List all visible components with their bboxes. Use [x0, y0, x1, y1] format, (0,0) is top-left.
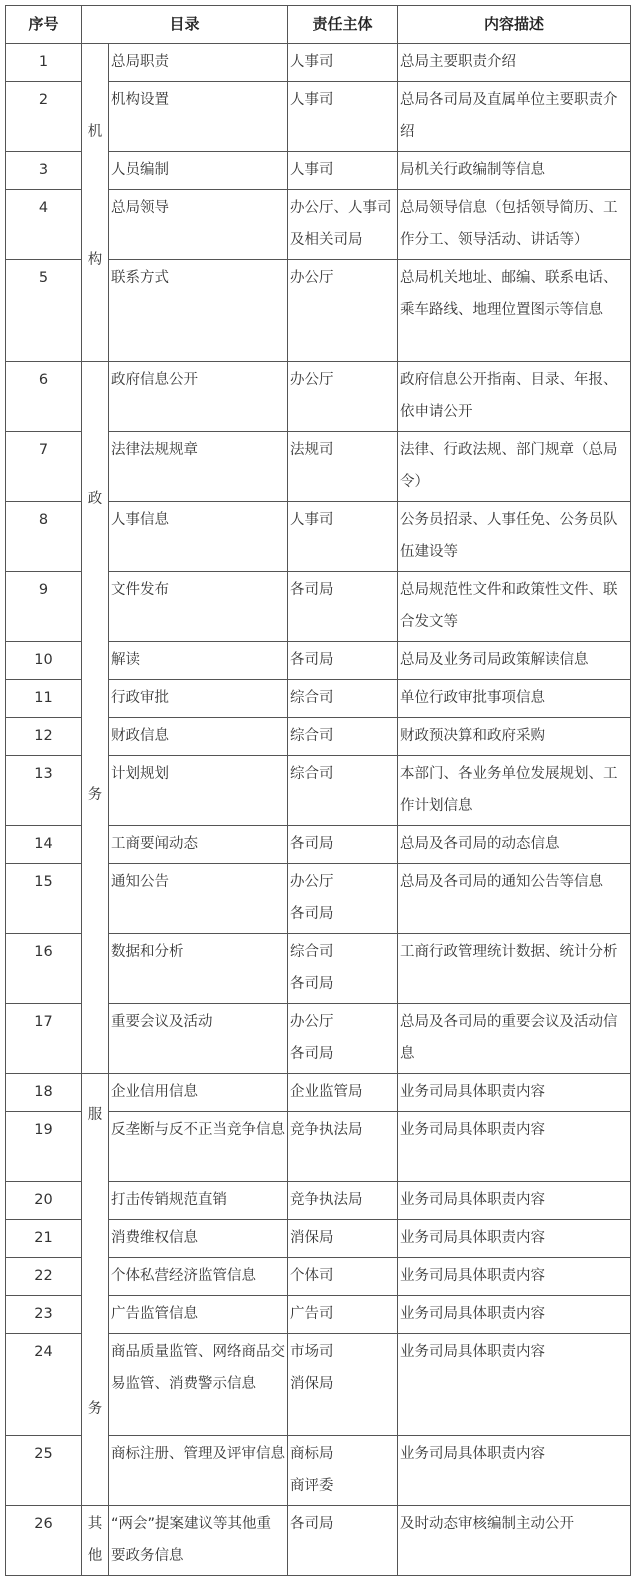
responsible-owner: 各司局 — [288, 1506, 398, 1576]
responsible-owner: 个体司 — [288, 1258, 398, 1296]
content-description: 总局主要职责介绍 — [398, 44, 631, 82]
table-header — [6, 6, 631, 44]
category-char: 政 — [87, 491, 103, 507]
row-number: 1 — [6, 44, 82, 82]
header-owner: 责任主体 — [288, 6, 398, 44]
catalog-item: 工商要闻动态 — [109, 826, 288, 864]
content-description: 业务司局具体职责内容 — [398, 1182, 631, 1220]
table-row — [6, 44, 631, 82]
catalog-item: 联系方式 — [109, 260, 288, 362]
row-number: 10 — [6, 642, 82, 680]
row-number: 16 — [6, 934, 82, 1004]
category-char: 务 — [87, 787, 103, 803]
category-cell — [82, 1074, 109, 1506]
header-catalog: 目录 — [82, 6, 288, 44]
responsible-owner: 办公厅 — [288, 260, 398, 362]
category-other: 其他 — [82, 1506, 109, 1576]
catalog-item: 行政审批 — [109, 680, 288, 718]
catalog-item: 计划规划 — [109, 756, 288, 826]
content-description: 总局各司局及直属单位主要职责介绍 — [398, 82, 631, 152]
responsible-owner: 人事司 — [288, 502, 398, 572]
row-number: 11 — [6, 680, 82, 718]
catalog-item: 解读 — [109, 642, 288, 680]
responsible-owner: 办公厅 — [288, 362, 398, 432]
responsible-owner: 商标局 商评委 — [288, 1436, 398, 1506]
table-row — [6, 1074, 631, 1112]
header-number: 序号 — [6, 6, 82, 44]
catalog-item: 商标注册、管理及评审信息 — [109, 1436, 288, 1506]
catalog-item: 消费维权信息 — [109, 1220, 288, 1258]
row-number: 8 — [6, 502, 82, 572]
content-description: 总局及各司局的动态信息 — [398, 826, 631, 864]
responsible-owner: 市场司 消保局 — [288, 1334, 398, 1436]
row-number: 13 — [6, 756, 82, 826]
content-description: 本部门、各业务单位发展规划、工作计划信息 — [398, 756, 631, 826]
responsible-owner: 广告司 — [288, 1296, 398, 1334]
category-label — [82, 362, 108, 803]
row-number: 12 — [6, 718, 82, 756]
catalog-item: 个体私营经济监管信息 — [109, 1258, 288, 1296]
row-number: 9 — [6, 572, 82, 642]
catalog-item: 重要会议及活动 — [109, 1004, 288, 1074]
content-description: 公务员招录、人事任免、公务员队伍建设等 — [398, 502, 631, 572]
responsible-owner: 各司局 — [288, 572, 398, 642]
catalog-item: 企业信用信息 — [109, 1074, 288, 1112]
catalog-item: 人事信息 — [109, 502, 288, 572]
catalog-item: 总局职责 — [109, 44, 288, 82]
category-cell — [82, 362, 109, 1074]
row-number: 7 — [6, 432, 82, 502]
row-number: 19 — [6, 1112, 82, 1182]
catalog-item: 反垄断与反不正当竞争信息 — [109, 1112, 288, 1182]
responsible-owner: 办公厅 各司局 — [288, 864, 398, 934]
responsible-owner: 法规司 — [288, 432, 398, 502]
row-number: 3 — [6, 152, 82, 190]
responsible-owner: 竞争执法局 — [288, 1182, 398, 1220]
responsible-owner: 人事司 — [288, 82, 398, 152]
responsible-owner: 办公厅、人事司及相关司局 — [288, 190, 398, 260]
catalog-item: 财政信息 — [109, 718, 288, 756]
row-number: 5 — [6, 260, 82, 362]
content-description: 业务司局具体职责内容 — [398, 1334, 631, 1436]
content-description: 业务司局具体职责内容 — [398, 1220, 631, 1258]
row-number: 21 — [6, 1220, 82, 1258]
content-description: 总局领导信息（包括领导简历、工作分工、领导活动、讲话等） — [398, 190, 631, 260]
row-number: 25 — [6, 1436, 82, 1506]
content-description: 业务司局具体职责内容 — [398, 1296, 631, 1334]
content-description: 财政预决算和政府采购 — [398, 718, 631, 756]
row-number: 20 — [6, 1182, 82, 1220]
catalog-item: 人员编制 — [109, 152, 288, 190]
category-char: 构 — [87, 252, 103, 268]
row-number: 2 — [6, 82, 82, 152]
catalog-item: 法律法规规章 — [109, 432, 288, 502]
responsible-owner: 竞争执法局 — [288, 1112, 398, 1182]
category-char: 服 — [87, 1107, 103, 1123]
catalog-item: 打击传销规范直销 — [109, 1182, 288, 1220]
catalog-item: “两会”提案建议等其他重要政务信息 — [109, 1506, 288, 1576]
table-row — [6, 362, 631, 432]
row-number: 23 — [6, 1296, 82, 1334]
content-description: 工商行政管理统计数据、统计分析 — [398, 934, 631, 1004]
content-description: 总局机关地址、邮编、联系电话、乘车路线、地理位置图示等信息 — [398, 260, 631, 362]
table-row — [6, 1506, 631, 1576]
responsible-owner: 综合司 — [288, 756, 398, 826]
disclosure-catalog-table — [5, 5, 631, 1576]
catalog-item: 文件发布 — [109, 572, 288, 642]
catalog-item: 商品质量监管、网络商品交易监管、消费警示信息 — [109, 1334, 288, 1436]
responsible-owner: 人事司 — [288, 44, 398, 82]
content-description: 政府信息公开指南、目录、年报、依申请公开 — [398, 362, 631, 432]
content-description: 及时动态审核编制主动公开 — [398, 1506, 631, 1576]
responsible-owner: 各司局 — [288, 826, 398, 864]
category-char: 务 — [87, 1401, 103, 1417]
content-description: 业务司局具体职责内容 — [398, 1112, 631, 1182]
catalog-item: 数据和分析 — [109, 934, 288, 1004]
responsible-owner: 综合司 — [288, 718, 398, 756]
content-description: 局机关行政编制等信息 — [398, 152, 631, 190]
row-number: 26 — [6, 1506, 82, 1576]
responsible-owner: 企业监管局 — [288, 1074, 398, 1112]
header-description: 内容描述 — [398, 6, 631, 44]
responsible-owner: 办公厅 各司局 — [288, 1004, 398, 1074]
content-description: 业务司局具体职责内容 — [398, 1436, 631, 1506]
content-description: 业务司局具体职责内容 — [398, 1258, 631, 1296]
content-description: 法律、行政法规、部门规章（总局令） — [398, 432, 631, 502]
catalog-item: 广告监管信息 — [109, 1296, 288, 1334]
catalog-item: 通知公告 — [109, 864, 288, 934]
content-description: 总局及业务司局政策解读信息 — [398, 642, 631, 680]
category-label — [82, 44, 108, 268]
content-description: 总局及各司局的重要会议及活动信息 — [398, 1004, 631, 1074]
responsible-owner: 各司局 — [288, 642, 398, 680]
responsible-owner: 综合司 各司局 — [288, 934, 398, 1004]
content-description: 总局规范性文件和政策性文件、联合发文等 — [398, 572, 631, 642]
row-number: 22 — [6, 1258, 82, 1296]
catalog-item: 机构设置 — [109, 82, 288, 152]
row-number: 4 — [6, 190, 82, 260]
responsible-owner: 消保局 — [288, 1220, 398, 1258]
catalog-item: 政府信息公开 — [109, 362, 288, 432]
row-number: 15 — [6, 864, 82, 934]
responsible-owner: 人事司 — [288, 152, 398, 190]
category-char: 机 — [87, 124, 103, 140]
row-number: 14 — [6, 826, 82, 864]
row-number: 17 — [6, 1004, 82, 1074]
responsible-owner: 综合司 — [288, 680, 398, 718]
content-description: 业务司局具体职责内容 — [398, 1074, 631, 1112]
row-number: 6 — [6, 362, 82, 432]
row-number: 18 — [6, 1074, 82, 1112]
content-description: 总局及各司局的通知公告等信息 — [398, 864, 631, 934]
category-cell — [82, 44, 109, 362]
catalog-item: 总局领导 — [109, 190, 288, 260]
row-number: 24 — [6, 1334, 82, 1436]
category-label — [82, 1074, 108, 1417]
content-description: 单位行政审批事项信息 — [398, 680, 631, 718]
